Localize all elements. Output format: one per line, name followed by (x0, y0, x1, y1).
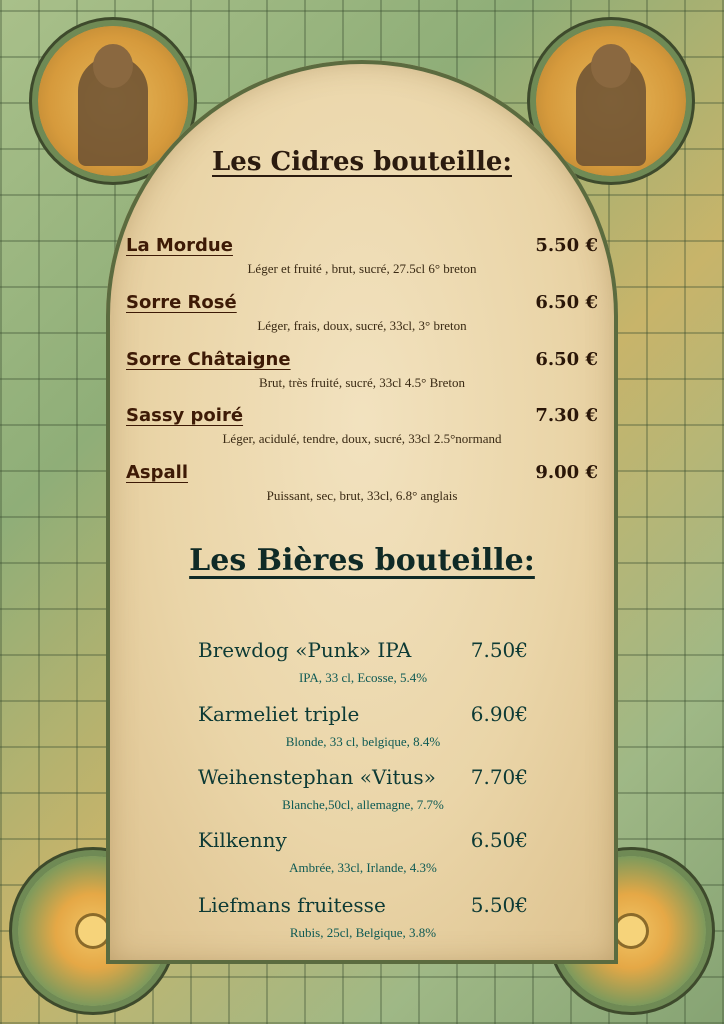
biere-price: 5.50€ (470, 893, 528, 917)
cidre-desc: Léger, acidulé, tendre, doux, sucré, 33cl 2.5°normand (222, 431, 502, 446)
cidre-desc: Léger et fruité , brut, sucré, 27.5cl 6° breton (247, 261, 477, 276)
cidre-price: 7.30 € (535, 405, 598, 426)
cidre-price: 6.50 € (535, 292, 598, 313)
biere-price: 7.70€ (470, 765, 528, 789)
biere-price: 7.50€ (470, 638, 528, 662)
cidre-desc: Léger, frais, doux, sucré, 33cl, 3° breton (257, 318, 467, 333)
cidre-name: La Mordue (126, 235, 233, 256)
biere-desc: Ambrée, 33cl, Irlande, 4.3% (289, 860, 437, 875)
cidre-name: Sorre Châtaigne (126, 349, 291, 370)
cidre-name: Sassy poiré (126, 405, 244, 426)
cidre-price: 9.00 € (535, 462, 598, 483)
biere-desc: IPA, 33 cl, Ecosse, 5.4% (298, 670, 428, 685)
biere-name: Kilkenny (198, 828, 287, 852)
cidre-desc: Puissant, sec, brut, 33cl, 6.8° anglais (266, 488, 458, 503)
cidre-desc: Brut, très fruité, sucré, 33cl 4.5° Breton (259, 375, 465, 390)
biere-name: Liefmans fruitesse (198, 893, 386, 917)
biere-price: 6.50€ (470, 828, 528, 852)
biere-name: Weihenstephan «Vitus» (198, 765, 436, 789)
cidre-name: Sorre Rosé (126, 292, 237, 313)
cidre-price: 6.50 € (535, 349, 598, 370)
biere-desc: Blonde, 33 cl, belgique, 8.4% (285, 734, 441, 749)
biere-desc: Rubis, 25cl, Belgique, 3.8% (289, 925, 437, 940)
cidre-name: Aspall (126, 462, 189, 483)
biere-name: Brewdog «Punk» IPA (198, 638, 412, 662)
cidre-price: 5.50 € (535, 235, 598, 256)
biere-price: 6.90€ (470, 702, 528, 726)
biere-desc: Blanche,50cl, allemagne, 7.7% (282, 797, 444, 812)
parchment-panel (106, 60, 618, 964)
cidres-heading: Les Cidres bouteille: (212, 147, 512, 177)
biere-name: Karmeliet triple (198, 702, 360, 726)
bieres-heading: Les Bières bouteille: (189, 543, 535, 578)
